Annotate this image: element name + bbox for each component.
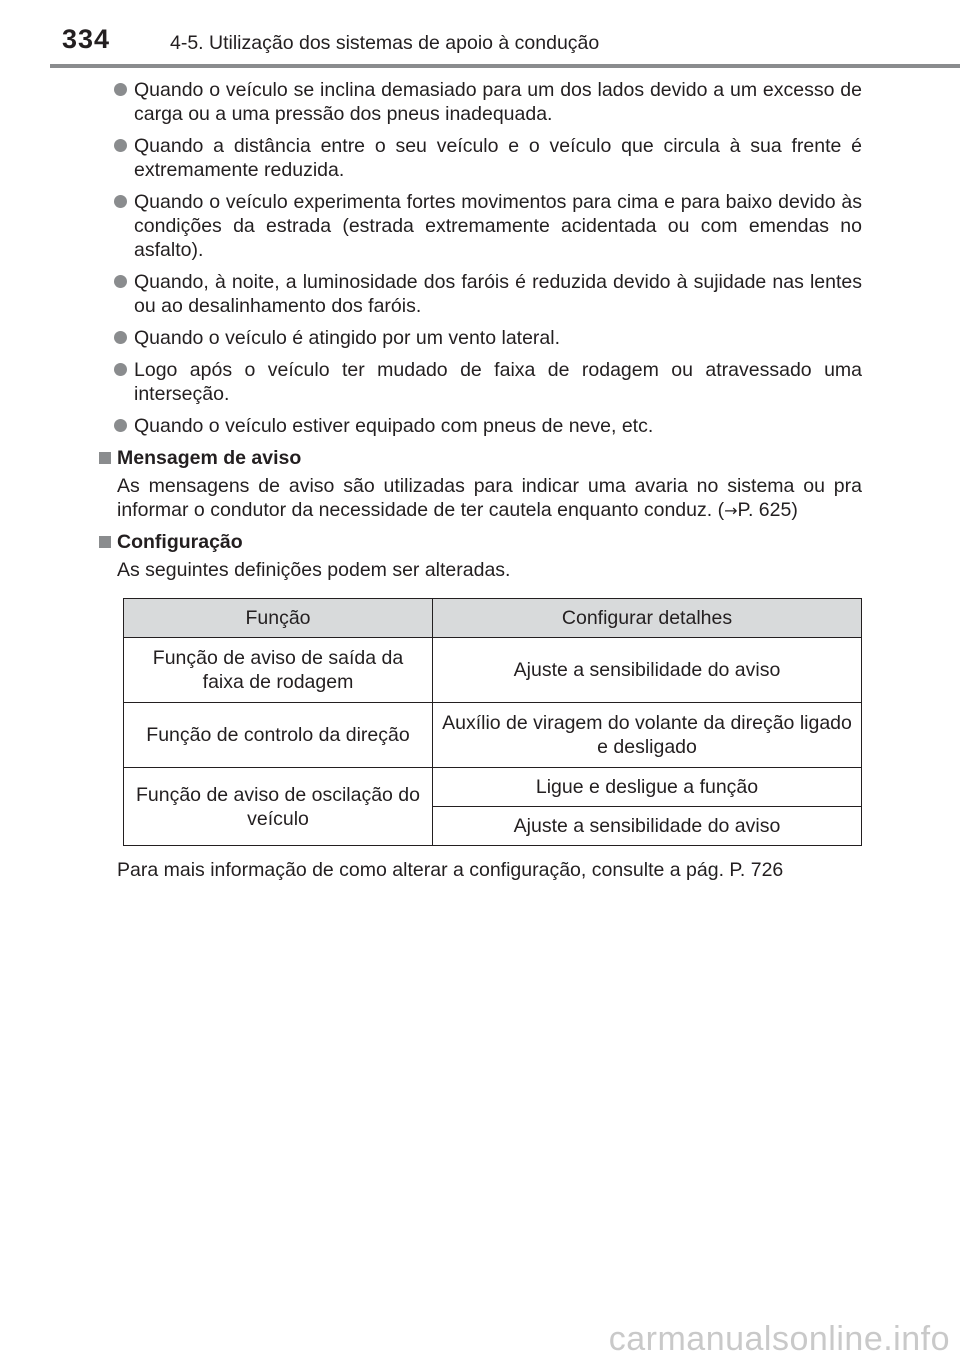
configuration-note: Para mais informação de como alterar a configuração, consulte a pág. P. 726 [117, 859, 784, 881]
page-header [0, 0, 960, 68]
square-bullet-icon [99, 536, 111, 548]
square-bullet-icon [99, 452, 111, 464]
table-row [124, 638, 862, 703]
list-item [97, 414, 862, 438]
list-item [97, 78, 862, 126]
watermark: carmanualsonline.info [608, 1320, 950, 1358]
table-cell-function: Função de aviso de saída da faixa de rodagem [124, 638, 433, 703]
list-item-text: Quando o veículo experimenta fortes movimentos para cima e para baixo devido às condições da estrada (estrada extremamente acidentada ou com emendas no asfalto). [134, 191, 862, 261]
configuration-heading [97, 530, 862, 554]
warning-message-text: As mensagens de aviso são utilizadas para indicar uma avaria no sistema ou pra informar o condutor da necessidade de ter cautela enquanto conduz. ( [117, 475, 862, 521]
conditions-list [97, 78, 862, 438]
bullet-icon [114, 331, 127, 344]
bullet-icon [114, 195, 127, 208]
table-row [124, 768, 862, 807]
table-cell-function: Função de aviso de oscilação do veículo [124, 768, 433, 846]
table-cell-details: Auxílio de viragem do volante da direção ligado e desligado [433, 703, 862, 768]
settings-table [123, 598, 862, 846]
table-cell-details: Ligue e desligue a função [433, 768, 862, 807]
list-item [97, 326, 862, 350]
table-cell-details: Ajuste a sensibilidade do aviso [433, 638, 862, 703]
bullet-icon [114, 83, 127, 96]
warning-message-heading-text: Mensagem de aviso [117, 447, 302, 469]
header-divider [50, 64, 960, 68]
section-title: 4-5. Utilização dos sistemas de apoio à condução [170, 32, 600, 54]
warning-message-section [97, 446, 862, 523]
warning-message-body [97, 474, 862, 523]
list-item-text: Quando a distância entre o seu veículo e o veículo que circula à sua frente é extremamente reduzida. [134, 135, 862, 181]
bullet-icon [114, 419, 127, 432]
list-item-text: Quando o veículo se inclina demasiado para um dos lados devido a um excesso de carga ou a uma pressão dos pneus inadequada. [134, 79, 862, 125]
bullet-icon [114, 139, 127, 152]
table-header-row [124, 599, 862, 638]
page-number: 334 [62, 24, 111, 54]
table-row [124, 703, 862, 768]
configuration-section [97, 530, 862, 582]
list-item [97, 134, 862, 182]
list-item-text: Quando o veículo é atingido por um vento lateral. [134, 327, 561, 349]
main-content [97, 78, 862, 882]
column-header-details: Configurar detalhes [433, 599, 862, 638]
list-item [97, 358, 862, 406]
list-item-text: Quando o veículo estiver equipado com pneus de neve, etc. [134, 415, 654, 437]
list-item [97, 270, 862, 318]
list-item-text: Logo após o veículo ter mudado de faixa de rodagem ou atravessado uma interseção. [134, 359, 862, 405]
list-item-text: Quando, à noite, a luminosidade dos faróis é reduzida devido à sujidade nas lentes ou ao desalinhamento dos faróis. [134, 271, 862, 317]
arrow-right-icon: → [724, 501, 738, 520]
table-cell-details: Ajuste a sensibilidade do aviso [433, 807, 862, 846]
column-header-function: Função [124, 599, 433, 638]
warning-message-heading [97, 446, 862, 470]
configuration-heading-text: Configuração [117, 531, 243, 553]
bullet-icon [114, 363, 127, 376]
table-cell-function: Função de controlo da direção [124, 703, 433, 768]
bullet-icon [114, 275, 127, 288]
page-reference-link[interactable]: P. 625) [737, 499, 798, 521]
list-item [97, 190, 862, 262]
configuration-body: As seguintes definições podem ser alteradas. [117, 559, 511, 581]
